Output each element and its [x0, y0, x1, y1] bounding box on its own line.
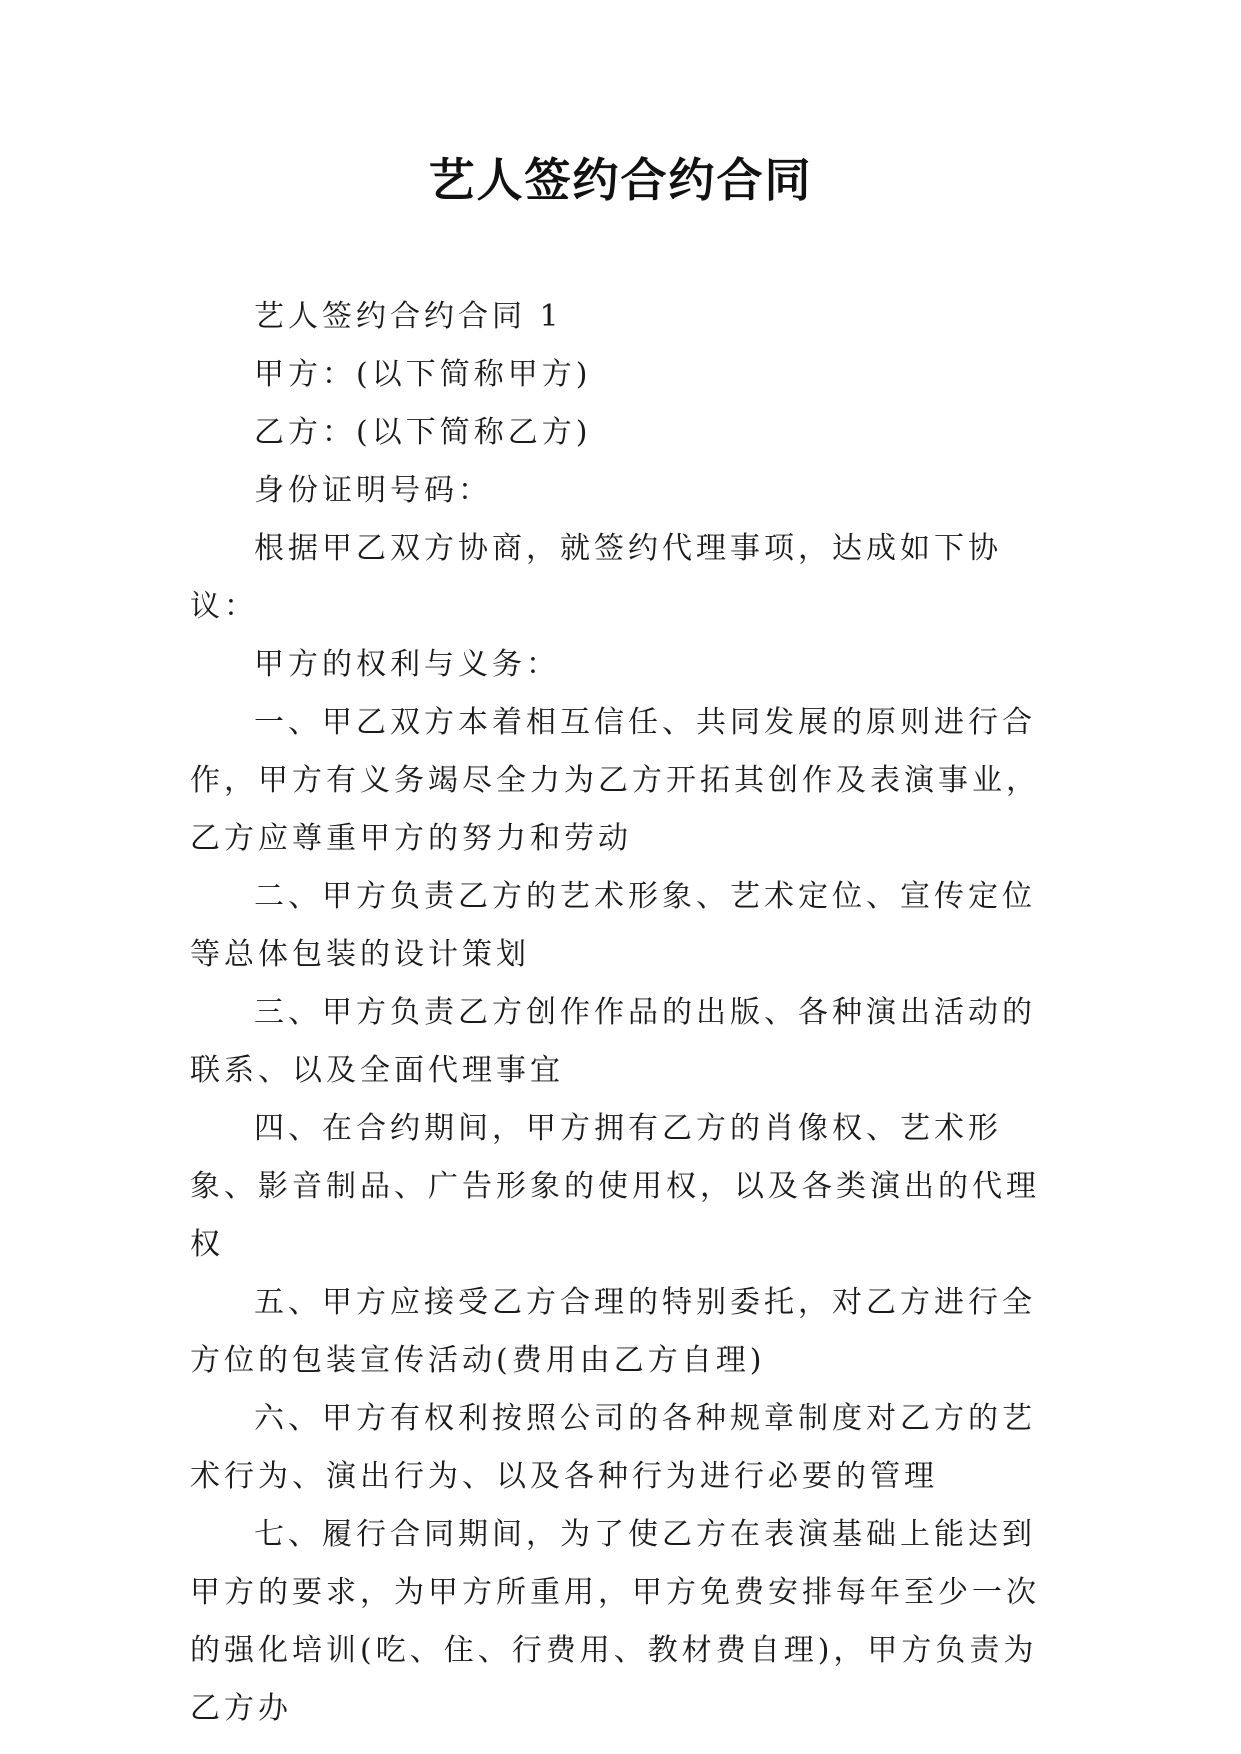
paragraph-clause-4: 四、在合约期间，甲方拥有乙方的肖像权、艺术形象、影音制品、广告形象的使用权，以及各类演出的代理权	[190, 1111, 1040, 1262]
paragraph-clause-3: 三、甲方负责乙方创作作品的出版、各种演出活动的联系、以及全面代理事宜	[190, 995, 1036, 1088]
paragraph-clause-2: 二、甲方负责乙方的艺术形象、艺术定位、宣传定位等总体包装的设计策划	[190, 879, 1036, 972]
paragraph-clause-7: 七、履行合同期间，为了使乙方在表演基础上能达到甲方的要求，为甲方所重用，甲方免费安排每年至少一次的强化培训(吃、住、行费用、教材费自理)，甲方负责为乙方办	[190, 1517, 1040, 1726]
paragraph-clause-5: 五、甲方应接受乙方合理的特别委托，对乙方进行全方位的包装宣传活动(费用由乙方自理)	[190, 1285, 1036, 1378]
document-title: 艺人签约合约合同	[428, 153, 813, 207]
document-body	[190, 288, 1060, 1738]
paragraph-preamble: 根据甲乙双方协商，就签约代理事项，达成如下协议：	[190, 531, 1002, 624]
paragraph-contract-number: 艺人签约合约合同 1	[254, 299, 563, 334]
paragraph-clause-6: 六、甲方有权利按照公司的各种规章制度对乙方的艺术行为、演出行为、以及各种行为进行必要的管理	[190, 1401, 1036, 1494]
paragraph-clause-1: 一、甲乙双方本着相互信任、共同发展的原则进行合作，甲方有义务竭尽全力为乙方开拓其创作及表演事业，乙方应尊重甲方的努力和劳动	[190, 705, 1040, 856]
paragraph-section-heading: 甲方的权利与义务：	[254, 647, 560, 682]
paragraph-party-a: 甲方：(以下简称甲方)	[254, 357, 592, 392]
paragraph-party-b: 乙方：(以下简称乙方)	[254, 415, 592, 450]
paragraph-id-number: 身份证明号码：	[254, 473, 492, 508]
